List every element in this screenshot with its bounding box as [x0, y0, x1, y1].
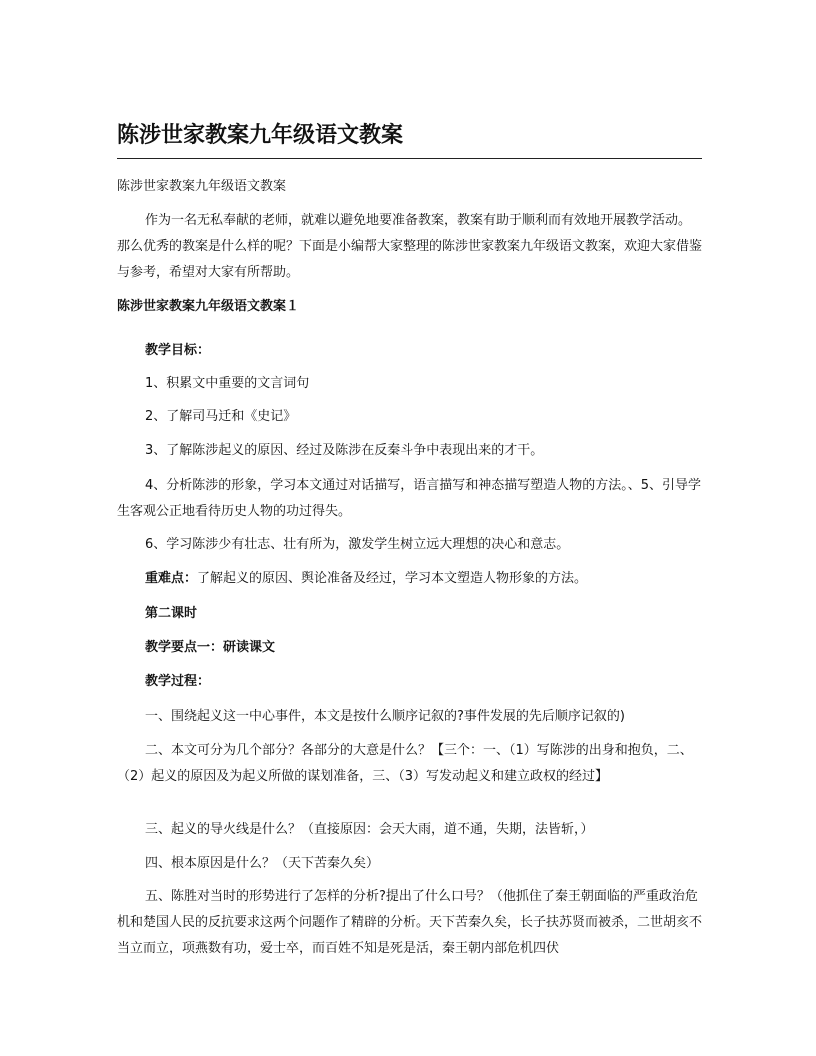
section-heading: 陈涉世家教案九年级语文教案１: [117, 299, 300, 314]
process-step: 四、根本原因是什么？（天下苦秦久矣）: [145, 856, 380, 871]
process-step: 一、围绕起义这一中心事件，本文是按什么顺序记叙的?事件发展的先后顺序记叙的): [145, 709, 625, 724]
process-step: 五、陈胜对当时的形势进行了怎样的分析?提出了什么口号？（他抓住了秦王朝面临的严重政治危机和楚国人民的反抗要求这两个问题作了精辟的分析。天下苦秦久矣，长子扶苏贤而被杀，二世胡亥不当立而立，项燕数有功，爱士卒，而百姓不知是死是活，秦王朝内部危机四伏: [117, 889, 703, 956]
key-points: [117, 566, 702, 592]
objective-item: 4、分析陈涉的形象，学习本文通过对话描写，语言描写和神态描写塑造人物的方法。、5、引导学生客观公正地看待历史人物的功过得失。: [117, 478, 702, 519]
key-point-one: 教学要点一：研读课文: [145, 640, 276, 655]
objective-item: 2、了解司马迁和《史记》: [145, 409, 297, 424]
subtitle: 陈涉世家教案九年级语文教案: [117, 179, 287, 194]
document-title: 陈涉世家教案九年级语文教案: [117, 123, 404, 148]
process-step: 二、本文可分为几个部分？各部分的大意是什么？【三个：一、（1）写陈涉的出身和抱负，二、（2）起义的原因及为起义所做的谋划准备，三、（3）写发动起义和建立政权的经过】: [117, 743, 693, 784]
intro-paragraph: 作为一名无私奉献的老师，就难以避免地要准备教案，教案有助于顺利而有效地开展教学活动。那么优秀的教案是什么样的呢？下面是小编帮大家整理的陈涉世家教案九年级语文教案，欢迎大家借鉴与参考，希望对大家有所帮助。: [117, 213, 703, 280]
key-points-label: 重难点：: [145, 571, 198, 586]
objectives-label: 教学目标：: [145, 343, 211, 358]
title-divider: [117, 158, 702, 159]
key-points-text: 了解起义的原因、舆论准备及经过，学习本文塑造人物形象的方法。: [197, 571, 588, 586]
process-label: 教学过程：: [145, 674, 211, 689]
objective-item: 6、学习陈涉少有壮志、壮有所为，激发学生树立远大理想的决心和意志。: [145, 537, 570, 552]
process-step: 三、起义的导火线是什么？（直接原因：会天大雨，道不通，失期，法皆斩，）: [145, 822, 594, 837]
objective-item: 3、了解陈涉起义的原因、经过及陈涉在反秦斗争中表现出来的才干。: [145, 443, 544, 458]
objective-item: 1、积累文中重要的文言词句: [145, 376, 310, 391]
lesson-label: 第二课时: [145, 606, 198, 621]
